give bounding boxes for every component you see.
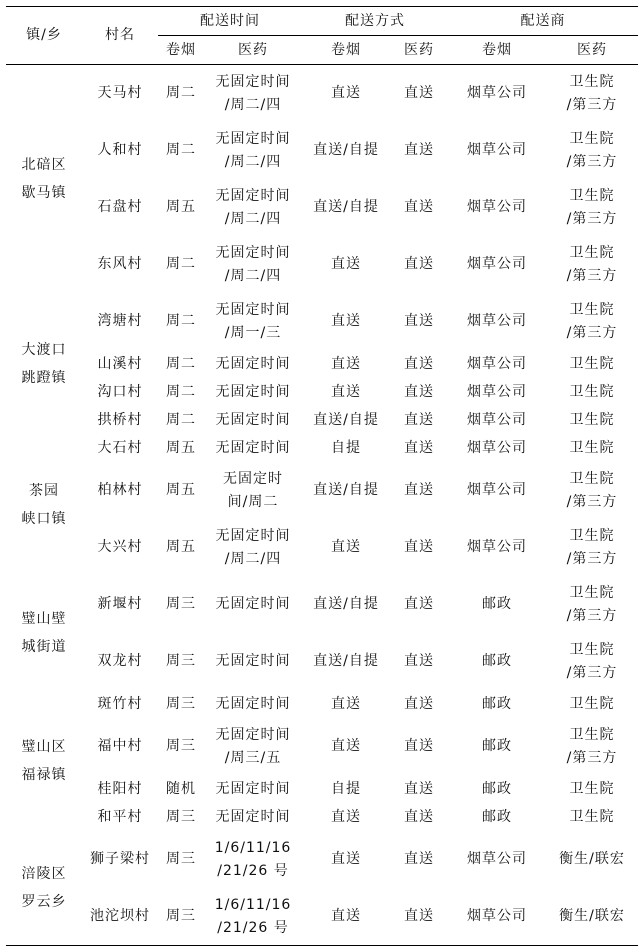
method-tobacco-cell: 直送 [331,355,361,372]
village-cell: 山溪村 [97,355,143,372]
delivery-table [6,6,638,946]
town-name-line2: 歇马镇 [21,185,67,201]
supplier-tobacco-cell: 烟草公司 [467,313,527,329]
method-medicine-cell: 直送 [404,256,434,272]
supplier-medicine-line2: /第三方 [566,749,618,766]
time-medicine-cell [204,350,302,378]
table-row [6,122,638,179]
supplier-tobacco-cell: 烟草公司 [467,199,527,215]
method-medicine-cell: 直送 [404,199,434,215]
time-medicine-line1: 无固定时间 [215,411,291,428]
time-medicine-line2: /周三/五 [224,749,282,766]
method-medicine-cell: 直送 [404,482,434,498]
table-row [6,519,638,576]
supplier-medicine-line1: 卫生院 [569,187,615,204]
village-cell: 天马村 [97,85,143,101]
time-tobacco-cell: 周三 [166,738,196,754]
time-medicine-line1: 无固定时间 [215,244,291,261]
supplier-medicine-line2: /第三方 [566,96,618,113]
time-medicine-cell [204,718,302,775]
table-row [6,179,638,236]
supplier-tobacco-cell: 邮政 [482,780,512,797]
method-medicine-cell: 直送 [404,355,434,372]
village-cell: 新堰村 [97,596,143,612]
table-row [6,576,638,633]
supplier-tobacco-cell: 烟草公司 [467,539,527,555]
supplier-tobacco-cell: 烟草公司 [467,482,527,498]
village-cell: 福中村 [97,738,143,754]
table-body [6,65,638,946]
time-medicine-line1: 无固定时间 [215,808,291,825]
method-tobacco-cell: 直送 [331,313,361,329]
supplier-medicine-line1: 卫生院 [569,73,615,90]
supplier-medicine-cell [546,179,638,236]
supplier-medicine-cell [546,434,638,462]
time-medicine-line1: 无固定时间 [215,695,291,712]
time-tobacco-cell: 周二 [166,256,196,272]
town-name-line2: 罗云乡 [21,894,67,910]
time-tobacco-cell: 周三 [166,596,196,612]
time-medicine-line2: /周二/四 [224,96,282,113]
time-tobacco-cell: 周三 [166,808,196,825]
table-row [6,831,638,888]
supplier-medicine-line2: /第三方 [566,664,618,681]
supplier-medicine-cell [546,775,638,803]
method-tobacco-cell: 直送/自提 [313,411,379,428]
table-row [6,65,638,123]
time-tobacco-cell: 周二 [166,142,196,158]
supplier-medicine-cell [546,718,638,775]
time-tobacco-cell: 周五 [166,199,196,215]
supplier-medicine-line1: 卫生院 [569,383,615,400]
time-tobacco-cell: 周三 [166,851,196,867]
method-tobacco-cell: 直送 [331,851,361,867]
method-tobacco-cell: 直送 [331,808,361,825]
time-medicine-cell [204,576,302,633]
town-name-line1: 大渡口 [21,341,67,358]
supplier-medicine-line1: 卫生院 [569,470,615,487]
time-medicine-line2: /周二/四 [224,210,282,227]
table-row [6,350,638,378]
town-cell [6,65,82,294]
time-medicine-line1: 无固定时间 [215,73,291,90]
supplier-tobacco-cell: 烟草公司 [467,411,527,428]
supplier-medicine-line2: /第三方 [566,210,618,227]
village-cell: 沟口村 [97,383,143,400]
table-row [6,888,638,946]
method-tobacco-cell: 自提 [331,780,361,797]
supplier-medicine-line2: /第三方 [566,324,618,341]
subheader-time-tobacco: 卷烟 [158,36,204,65]
subheader-supplier-tobacco: 卷烟 [448,36,546,65]
time-medicine-cell [204,888,302,946]
method-tobacco-cell: 直送 [331,383,361,400]
village-cell: 柏林村 [97,482,143,498]
time-tobacco-cell: 周五 [166,482,196,498]
method-medicine-cell: 直送 [404,780,434,797]
supplier-tobacco-cell: 邮政 [482,653,512,669]
time-medicine-cell [204,378,302,406]
time-tobacco-cell: 周三 [158,888,204,946]
supplier-medicine-cell [546,633,638,690]
time-medicine-line1: 无固定时 [223,470,283,487]
supplier-medicine-cell [546,350,638,378]
supplier-medicine-cell [546,462,638,519]
time-medicine-line1: 无固定时间 [215,187,291,204]
village-cell: 大兴村 [97,539,143,555]
time-medicine-cell [204,293,302,350]
supplier-medicine-line2: /第三方 [566,550,618,567]
method-medicine-cell: 直送 [404,539,434,555]
time-medicine-line1: 1/6/11/16 [214,896,292,913]
town-cell [6,690,82,831]
supplier-tobacco-cell: 烟草公司 [467,851,527,867]
method-tobacco-cell: 直送 [331,85,361,101]
time-medicine-cell [204,775,302,803]
supplier-medicine-line2: /第三方 [566,493,618,510]
method-medicine-cell: 直送 [404,439,434,456]
supplier-medicine-line1: 卫生院 [569,301,615,318]
header-time: 配送时间 [158,7,302,36]
town-name-line1: 北碚区 [21,157,67,173]
town-name-line2: 福禄镇 [21,766,67,783]
village-cell: 东风村 [97,256,143,272]
time-tobacco-cell: 周二 [166,313,196,329]
table-row [6,236,638,293]
village-cell: 双龙村 [97,653,143,669]
method-medicine-cell: 直送 [404,142,434,158]
method-tobacco-cell: 自提 [331,439,361,456]
time-medicine-line1: 无固定时间 [215,439,291,456]
supplier-medicine-cell [546,576,638,633]
time-medicine-cell [204,462,302,519]
village-cell: 和平村 [97,808,143,825]
time-medicine-line1: 无固定时间 [215,383,291,400]
time-medicine-cell [204,65,302,123]
subheader-time-medicine: 医药 [204,36,302,65]
supplier-medicine-cell [546,519,638,576]
supplier-medicine-line1: 卫生院 [569,695,615,712]
supplier-medicine-cell [546,888,638,946]
supplier-medicine-cell [546,378,638,406]
method-tobacco-cell: 直送 [331,695,361,712]
time-medicine-cell [204,406,302,434]
time-tobacco-cell: 周二 [166,411,196,428]
method-tobacco-cell: 直送 [331,738,361,754]
supplier-medicine-line1: 卫生院 [569,726,615,743]
method-medicine-cell: 直送 [404,851,434,867]
town-name-line1: 涪陵区 [21,866,67,882]
header-supplier: 配送商 [448,7,638,36]
time-medicine-line1: 无固定时间 [215,653,291,669]
time-medicine-cell [204,236,302,293]
village-cell: 池沱坝村 [82,888,158,946]
supplier-tobacco-cell: 烟草公司 [467,383,527,400]
supplier-tobacco-cell: 邮政 [482,808,512,825]
supplier-tobacco-cell: 邮政 [482,596,512,612]
time-tobacco-cell: 周三 [166,695,196,712]
method-tobacco-cell: 直送/自提 [313,199,379,215]
time-medicine-line1: 无固定时间 [215,301,291,318]
supplier-medicine-line1: 衡生/联宏 [559,908,625,924]
table-row [6,378,638,406]
method-tobacco-cell: 直送 [302,888,390,946]
supplier-medicine-line1: 卫生院 [569,527,615,544]
time-medicine-cell [204,179,302,236]
time-tobacco-cell: 周五 [166,539,196,555]
village-cell: 斑竹村 [97,695,143,712]
town-name-line2: 跳蹬镇 [21,369,67,386]
supplier-medicine-line1: 卫生院 [569,130,615,147]
supplier-medicine-line1: 卫生院 [569,584,615,601]
supplier-medicine-cell [546,690,638,718]
time-medicine-line2: /21/26 号 [217,862,289,879]
town-name-line1: 茶园 [29,483,59,499]
method-medicine-cell: 直送 [404,808,434,825]
time-medicine-line2: /周一/三 [224,324,282,341]
supplier-medicine-cell [546,831,638,888]
table-row [6,462,638,519]
town-cell [6,293,82,434]
supplier-medicine-line2: /第三方 [566,267,618,284]
table-row [6,293,638,350]
supplier-medicine-line1: 卫生院 [569,355,615,372]
time-medicine-line1: 1/6/11/16 [214,839,292,856]
time-tobacco-cell: 随机 [166,780,196,797]
supplier-tobacco-cell: 烟草公司 [467,439,527,456]
supplier-tobacco-cell: 烟草公司 [467,355,527,372]
time-medicine-cell [204,122,302,179]
method-medicine-cell: 直送 [390,888,448,946]
method-tobacco-cell: 直送 [331,256,361,272]
header-village: 村名 [82,7,158,65]
method-tobacco-cell: 直送/自提 [313,482,379,498]
supplier-medicine-line1: 卫生院 [569,411,615,428]
subheader-supplier-medicine: 医药 [546,36,638,65]
time-medicine-line1: 无固定时间 [215,527,291,544]
time-medicine-cell [204,519,302,576]
supplier-tobacco-cell: 邮政 [482,738,512,754]
village-cell: 大石村 [97,439,143,456]
town-cell [6,434,82,576]
supplier-medicine-cell [546,406,638,434]
town-name-line1: 璧山区 [21,738,67,755]
table-row [6,803,638,831]
table-row [6,434,638,462]
time-medicine-cell [204,690,302,718]
time-medicine-cell [204,633,302,690]
time-tobacco-cell: 周二 [166,383,196,400]
village-cell: 石盘村 [97,199,143,215]
method-medicine-cell: 直送 [404,596,434,612]
time-medicine-line1: 无固定时间 [215,130,291,147]
method-medicine-cell: 直送 [404,653,434,669]
time-medicine-line1: 无固定时间 [215,726,291,743]
method-medicine-cell: 直送 [404,313,434,329]
supplier-medicine-cell [546,236,638,293]
time-medicine-line1: 无固定时间 [215,780,291,797]
time-medicine-line2: /周二/四 [224,550,282,567]
supplier-medicine-cell [546,122,638,179]
table-row [6,633,638,690]
time-medicine-cell [204,831,302,888]
method-medicine-cell: 直送 [404,695,434,712]
village-cell: 人和村 [97,142,143,158]
supplier-tobacco-cell: 烟草公司 [448,888,546,946]
method-medicine-cell: 直送 [404,383,434,400]
supplier-tobacco-cell: 邮政 [482,695,512,712]
header-method: 配送方式 [302,7,448,36]
table-row [6,406,638,434]
time-medicine-line2: /21/26 号 [217,919,289,936]
time-medicine-cell [204,434,302,462]
supplier-medicine-line1: 衡生/联宏 [559,851,625,867]
supplier-medicine-line2: /第三方 [566,607,618,624]
town-name-line1: 璧山壁 [21,611,67,627]
supplier-tobacco-cell: 烟草公司 [467,142,527,158]
supplier-medicine-line1: 卫生院 [569,439,615,456]
table-row [6,775,638,803]
time-medicine-line1: 无固定时间 [215,596,291,612]
supplier-medicine-line1: 卫生院 [569,780,615,797]
supplier-medicine-cell [546,293,638,350]
method-medicine-cell: 直送 [404,738,434,754]
supplier-medicine-line2: /第三方 [566,153,618,170]
supplier-medicine-cell [546,803,638,831]
subheader-method-medicine: 医药 [390,36,448,65]
subheader-method-tobacco: 卷烟 [302,36,390,65]
time-medicine-line1: 无固定时间 [215,355,291,372]
table-row [6,718,638,775]
supplier-medicine-line1: 卫生院 [569,641,615,658]
supplier-medicine-cell [546,65,638,123]
method-medicine-cell: 直送 [404,411,434,428]
village-cell: 桂阳村 [97,780,143,797]
method-tobacco-cell: 直送/自提 [313,653,379,669]
village-cell: 湾塘村 [97,313,143,329]
time-medicine-line2: /周二/四 [224,153,282,170]
town-cell [6,831,82,946]
village-cell: 狮子梁村 [90,851,150,867]
time-tobacco-cell: 周二 [166,355,196,372]
method-tobacco-cell: 直送/自提 [313,142,379,158]
supplier-medicine-line1: 卫生院 [569,244,615,261]
method-tobacco-cell: 直送/自提 [313,596,379,612]
supplier-tobacco-cell: 烟草公司 [467,256,527,272]
time-medicine-line2: 间/周二 [227,493,279,510]
time-tobacco-cell: 周二 [166,85,196,101]
time-medicine-line2: /周二/四 [224,267,282,284]
supplier-tobacco-cell: 烟草公司 [467,85,527,101]
time-tobacco-cell: 周五 [166,439,196,456]
time-tobacco-cell: 周三 [166,653,196,669]
town-name-line2: 峡口镇 [21,511,67,527]
town-cell [6,576,82,690]
method-tobacco-cell: 直送 [331,539,361,555]
time-medicine-cell [204,803,302,831]
village-cell: 拱桥村 [97,411,143,428]
supplier-medicine-line1: 卫生院 [569,808,615,825]
town-name-line2: 城街道 [21,639,67,655]
table-row [6,690,638,718]
header-town: 镇/乡 [6,7,82,65]
method-medicine-cell: 直送 [404,85,434,101]
